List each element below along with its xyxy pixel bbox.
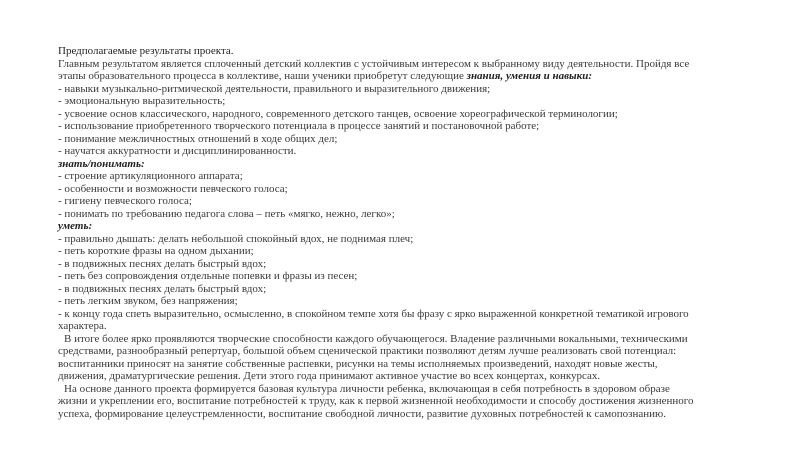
can-heading: уметь: [58, 220, 93, 232]
list-item: - понимать по требованию педагога слова – петь «мягко, нежно, легко»; [58, 207, 395, 220]
list-item: - петь без сопровождения отдельные попевки и фразы из песен; [58, 270, 358, 282]
list-item: - особенности и возможности певческого голоса; [58, 182, 288, 195]
paragraph-line: движения, драматургические решения. Дети этого года принимают активное участие во всех концертах, конкурсах. [58, 370, 601, 382]
know-heading: знать/понимать: [58, 157, 145, 170]
paragraph-line: На основе данного проекта формируется базовая культура личности ребенка, включающая в себя потребность в здоровом образе [64, 382, 670, 395]
paragraph-line: успеха, формирование целеустремленности, воспитание свободной личности, развитие духовных потребностей к самопознанию. [58, 407, 667, 420]
list-item: - в подвижных песнях делать быстрый вдох; [58, 257, 267, 270]
paragraph-line: средствами, разнообразный репертуар, большой объем сценической практики позволяют детям лучше реализовать свой потенциал: [58, 345, 677, 357]
list-item: - научатся аккуратности и дисциплинированности. [58, 145, 297, 157]
intro-text: этапы образовательного процесса в коллективе, наши ученики приобретут следующие [58, 70, 467, 82]
intro-emphasis: знания, умения и навыки: [466, 70, 592, 82]
paragraph-line: воспитанники приносят на занятие собственные распевки, рисунки на темы исполняемых произведений, находят новые жесты, [58, 357, 658, 370]
list-item: - петь легким звуком, без напряжения; [58, 295, 238, 307]
paragraph-line: жизни и укреплении его, воспитание потребностей к труду, как к первой жизненной необходимости и способу достижения жизненного [58, 395, 694, 407]
list-item: - использование приобретенного творческого потенциала в процессе занятий и постановочной работе; [58, 120, 540, 132]
paragraph-outcomes [58, 333, 758, 383]
can-list [58, 233, 758, 333]
list-item: - строение артикуляционного аппарата; [58, 170, 243, 182]
list-item: - правильно дышать: делать небольшой спокойный вдох, не поднимая плеч; [58, 232, 414, 245]
skills-list [58, 83, 758, 158]
paragraph-culture [58, 383, 758, 421]
intro-line [58, 70, 758, 83]
list-item: - навыки музыкально-ритмической деятельности, правильного и выразительного движения; [58, 82, 491, 95]
document-body [58, 45, 758, 420]
list-item: - к концу года спеть выразительно, осмысленно, в спокойном темпе хотя бы фразу с ярко выраженной конкретной тематикой игрового [58, 307, 689, 320]
list-item-continuation: характера. [58, 320, 107, 332]
list-item: - петь короткие фразы на одном дыхании; [58, 245, 254, 257]
list-item: - гигиену певческого голоса; [58, 195, 192, 207]
intro-line: Главным результатом является сплоченный детский коллектив с устойчивым интересом к выбранному виду деятельности. Пройдя все [58, 57, 690, 70]
list-item: - понимание межличностных отношений в ходе общих дел; [58, 132, 338, 145]
section-title: Предполагаемые результаты проекта. [58, 45, 234, 57]
list-item: - в подвижных песнях делать быстрый вдох; [58, 282, 267, 295]
list-item: - эмоциональную выразительность; [58, 95, 226, 107]
paragraph-line: В итоге более ярко проявляются творческие способности каждого обучающегося. Владение различными вокальными, техническими [64, 332, 688, 345]
list-item: - усвоение основ классического, народного, современного детского танцев, освоение хореографической терминологии; [58, 107, 618, 120]
know-list [58, 170, 758, 220]
